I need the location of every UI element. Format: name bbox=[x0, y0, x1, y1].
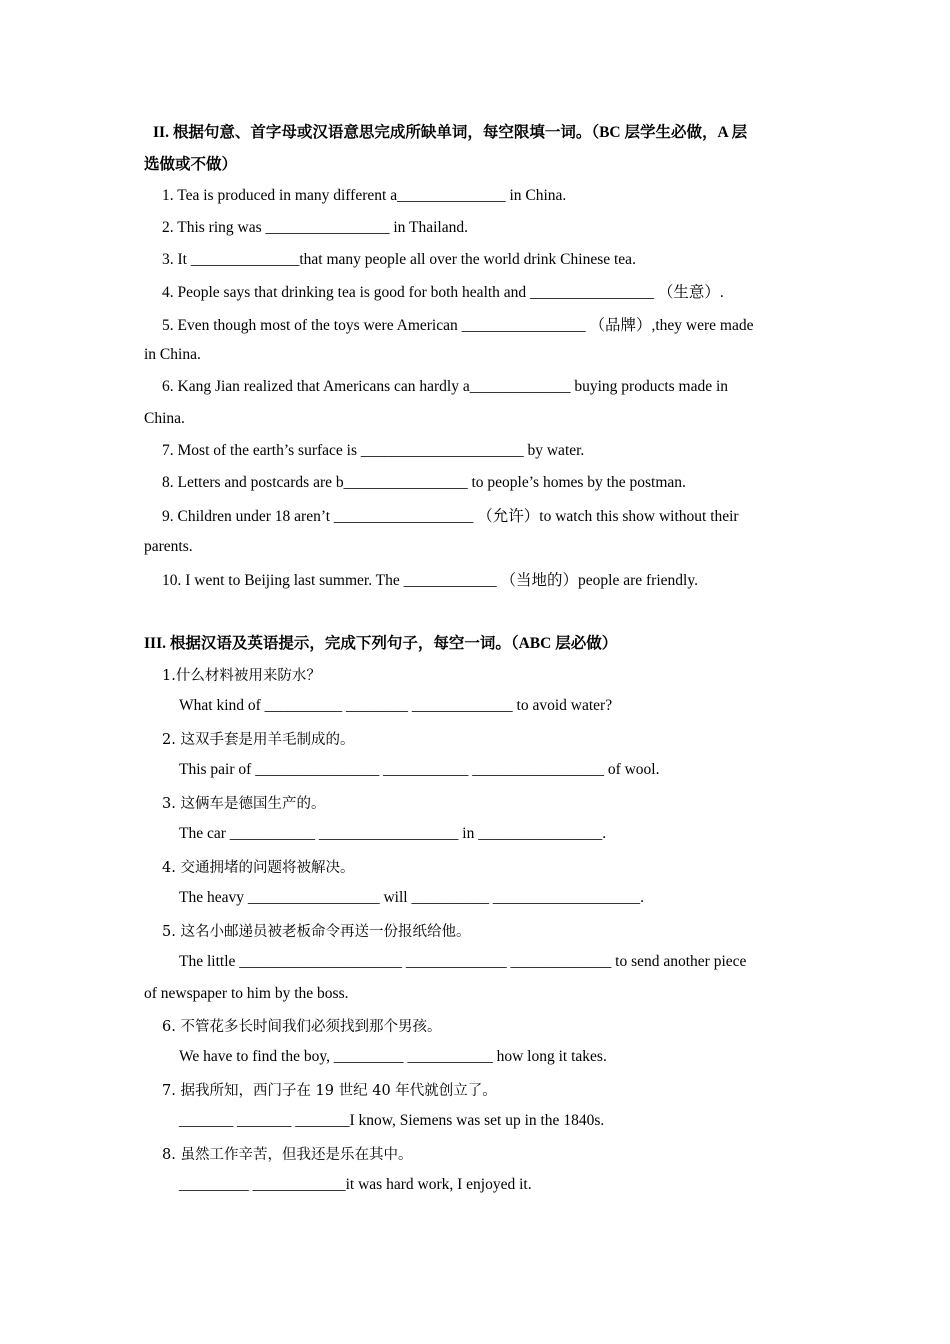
section3-item-1-en: What kind of __________ ________ _____________ to avoid water? bbox=[179, 697, 613, 714]
section2-item-1: 1. Tea is produced in many different a______________ in China. bbox=[162, 187, 567, 204]
section2-item-2: 2. This ring was ________________ in Thailand. bbox=[162, 219, 468, 236]
section2-item-6-cont: China. bbox=[144, 410, 185, 427]
section2-item-8: 8. Letters and postcards are b________________ to people’s homes by the postman. bbox=[162, 474, 686, 491]
section2-item-4: 4. People says that drinking tea is good for both health and ________________ （生意）. bbox=[162, 284, 724, 301]
section3-item-3-en: The car ___________ __________________ in ________________. bbox=[179, 825, 607, 842]
section3-item-5-cn: 5. 这名小邮递员被老板命令再送一份报纸给他。 bbox=[162, 924, 471, 940]
section3-heading: III. 根据汉语及英语提示，完成下列句子，每空一词。（ABC 层必做） bbox=[144, 635, 618, 652]
section2-item-5-cont: in China. bbox=[144, 346, 201, 363]
section2-item-10: 10. I went to Beijing last summer. The ____________ （当地的）people are friendly. bbox=[162, 572, 698, 589]
section3-item-5-cont: of newspaper to him by the boss. bbox=[144, 985, 349, 1002]
section3-item-4-cn: 4. 交通拥堵的问题将被解决。 bbox=[162, 860, 355, 876]
section3-item-7-en: _______ _______ _______I know, Siemens was set up in the 1840s. bbox=[179, 1112, 605, 1129]
section2-item-3: 3. It ______________that many people all over the world drink Chinese tea. bbox=[162, 251, 636, 268]
section3-item-6-cn: 6. 不管花多长时间我们必须找到那个男孩。 bbox=[162, 1019, 442, 1035]
section3-item-1-cn: 1.什么材料被用来防水？ bbox=[162, 668, 321, 684]
section3-item-8-cn: 8. 虽然工作辛苦，但我还是乐在其中。 bbox=[162, 1147, 413, 1163]
section2-heading-line1: II. 根据句意、首字母或汉语意思完成所缺单词，每空限填一词。（BC 层学生必做，A 层 bbox=[153, 124, 748, 141]
section3-item-2-cn: 2. 这双手套是用羊毛制成的。 bbox=[162, 732, 355, 748]
section3-item-3-cn: 3. 这俩车是德国生产的。 bbox=[162, 796, 326, 812]
section3-item-6-en: We have to find the boy, _________ ___________ how long it takes. bbox=[179, 1048, 607, 1065]
section3-item-8-en: _________ ____________it was hard work, I enjoyed it. bbox=[179, 1176, 532, 1193]
section3-item-4-en: The heavy _________________ will __________ ___________________. bbox=[179, 889, 644, 906]
section3-item-5-en: The little _____________________ _____________ _____________ to send another piece bbox=[179, 953, 747, 970]
section2-heading-line2: 选做或不做） bbox=[144, 156, 238, 173]
section3-item-7-cn: 7. 据我所知，西门子在 19 世纪 40 年代就创立了。 bbox=[162, 1083, 497, 1099]
section2-item-6: 6. Kang Jian realized that Americans can hardly a_____________ buying products made in bbox=[162, 378, 729, 395]
section2-item-9: 9. Children under 18 aren’t __________________ （允许）to watch this show without their bbox=[162, 508, 739, 525]
section2-item-7: 7. Most of the earth’s surface is _____________________ by water. bbox=[162, 442, 585, 459]
section2-item-5: 5. Even though most of the toys were American ________________ （品牌）,they were made bbox=[162, 317, 754, 334]
section2-item-9-cont: parents. bbox=[144, 538, 193, 555]
section3-item-2-en: This pair of ________________ ___________ _________________ of wool. bbox=[179, 761, 660, 778]
